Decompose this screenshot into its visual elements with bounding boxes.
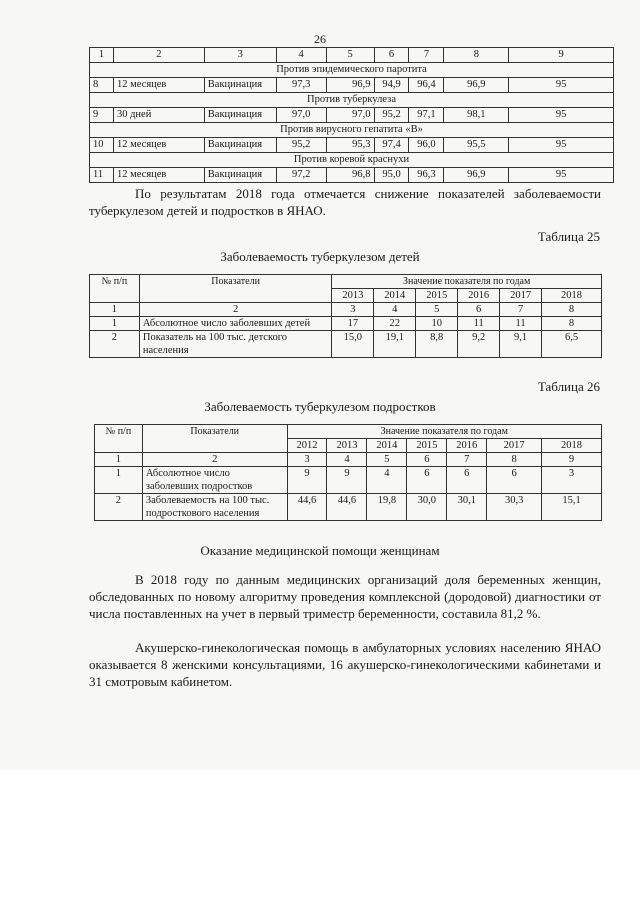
table-25-label: Таблица 25 [537,229,600,244]
row-label: Абсолютное число заболевших подростков [142,467,287,494]
header-cell: 4 [276,48,326,63]
row-label: Абсолютное число заболевших детей [139,317,332,331]
value-cell: 97,0 [276,108,326,123]
year-cell: 2016 [458,289,500,303]
index-cell: 4 [374,303,416,317]
row-number: 2 [90,331,140,358]
header-cell: 5 [326,48,374,63]
value-cell: 11 [500,317,542,331]
header-indicator: Показатели [139,275,332,303]
paragraph-gynecology-care: Акушерско-гинекологическая помощь в амбулаторных условиях населению ЯНАО оказывается 8 женскими консультациями, 16 акушерско-гинекологическими кабинетами и 31 смотровым кабинетом. [89,640,601,689]
age-cell: 12 месяцев [113,78,204,93]
value-cell: 9,1 [500,331,542,358]
index-cell: 1 [90,303,140,317]
age-cell: 30 дней [113,108,204,123]
value-cell: 95 [509,108,614,123]
table-row [90,78,614,93]
value-cell: 15,1 [542,494,602,521]
table-row [90,108,614,123]
table-row [95,494,602,521]
table-header-row [95,425,602,439]
value-cell: 6,5 [542,331,602,358]
value-cell: 4 [367,467,407,494]
index-cell: 9 [542,453,602,467]
header-cell: 9 [509,48,614,63]
year-cell: 2014 [367,439,407,453]
index-cell: 5 [367,453,407,467]
index-cell: 4 [327,453,367,467]
header-num: № п/п [90,275,140,303]
table-row [90,168,614,183]
value-cell: 97,4 [374,138,409,153]
header-cell: 6 [374,48,409,63]
section-title-row [90,123,614,138]
value-cell: 97,0 [326,108,374,123]
value-cell: 9 [327,467,367,494]
value-cell: 96,9 [326,78,374,93]
section-title: Против коревой краснухи [90,153,614,168]
year-cell: 2014 [374,289,416,303]
section-title-row [90,63,614,78]
vaccination-table [89,47,614,183]
type-cell: Вакцинация [204,168,276,183]
value-cell: 6 [447,467,487,494]
row-number: 8 [90,78,114,93]
value-cell: 94,9 [374,78,409,93]
row-label: Показатель на 100 тыс. детского населения [139,331,332,358]
value-cell: 30,1 [447,494,487,521]
index-cell: 2 [142,453,287,467]
index-cell: 7 [500,303,542,317]
value-cell: 96,4 [409,78,444,93]
header-values: Значение показателя по годам [332,275,602,289]
value-cell: 19,8 [367,494,407,521]
table-header-row [90,275,602,289]
value-cell: 8 [542,317,602,331]
row-number: 9 [90,108,114,123]
table-26 [94,424,602,521]
index-cell: 6 [458,303,500,317]
value-cell: 17 [332,317,374,331]
year-cell: 2015 [407,439,447,453]
year-cell: 2016 [447,439,487,453]
section-title-row [90,93,614,108]
section-heading: Оказание медицинской помощи женщинам [200,543,440,558]
year-cell: 2015 [416,289,458,303]
index-cell: 7 [447,453,487,467]
header-cell: 7 [409,48,444,63]
value-cell: 95 [509,138,614,153]
value-cell: 95,2 [374,108,409,123]
section-title-row [90,153,614,168]
table-row [95,467,602,494]
year-cell: 2012 [287,439,327,453]
value-cell: 44,6 [327,494,367,521]
value-cell: 95,3 [326,138,374,153]
type-cell: Вакцинация [204,108,276,123]
value-cell: 22 [374,317,416,331]
index-cell: 8 [487,453,542,467]
age-cell: 12 месяцев [113,168,204,183]
value-cell: 95,5 [444,138,509,153]
value-cell: 3 [542,467,602,494]
header-cell: 3 [204,48,276,63]
row-number: 2 [95,494,143,521]
index-cell: 1 [95,453,143,467]
table-25 [89,274,602,358]
value-cell: 10 [416,317,458,331]
index-cell: 3 [287,453,327,467]
value-cell: 30,0 [407,494,447,521]
row-number: 1 [90,317,140,331]
value-cell: 97,1 [409,108,444,123]
year-cell: 2013 [327,439,367,453]
table-header-row [90,48,614,63]
value-cell: 96,3 [409,168,444,183]
value-cell: 6 [487,467,542,494]
year-cell: 2017 [500,289,542,303]
section-title: Против эпидемического паротита [90,63,614,78]
type-cell: Вакцинация [204,78,276,93]
section-title: Против туберкулеза [90,93,614,108]
value-cell: 96,8 [326,168,374,183]
value-cell: 96,9 [444,168,509,183]
value-cell: 96,9 [444,78,509,93]
row-number: 1 [95,467,143,494]
table-25-title: Заболеваемость туберкулезом детей [220,249,420,264]
header-values: Значение показателя по годам [287,425,601,439]
header-num: № п/п [95,425,143,453]
row-number: 11 [90,168,114,183]
year-cell: 2013 [332,289,374,303]
year-cell: 2018 [542,289,602,303]
value-cell: 30,3 [487,494,542,521]
row-number: 10 [90,138,114,153]
value-cell: 19,1 [374,331,416,358]
paragraph-tb-decrease: По результатам 2018 года отмечается снижение показателей заболеваемости туберкулезом детей и подростков в ЯНАО. [89,186,601,218]
value-cell: 98,1 [444,108,509,123]
value-cell: 95 [509,168,614,183]
table-26-title: Заболеваемость туберкулезом подростков [204,399,436,414]
table-26-label: Таблица 26 [537,379,600,394]
header-cell: 1 [90,48,114,63]
page-number: 26 [314,32,326,46]
value-cell: 95 [509,78,614,93]
year-cell: 2017 [487,439,542,453]
table-row [90,317,602,331]
year-cell: 2018 [542,439,602,453]
value-cell: 97,2 [276,168,326,183]
value-cell: 97,3 [276,78,326,93]
header-cell: 8 [444,48,509,63]
value-cell: 95,2 [276,138,326,153]
header-cell: 2 [113,48,204,63]
header-indicator: Показатели [142,425,287,453]
index-cell: 5 [416,303,458,317]
table-row [90,331,602,358]
row-label: Заболеваемость на 100 тыс. подросткового населения [142,494,287,521]
table-row [90,138,614,153]
paragraph-pregnancy-screening: В 2018 году по данным медицинских организаций доля беременных женщин, обследованных по новому алгоритму проведения комплексной (дородовой) диагностики от числа поставленных на учет в первый триместр беременности, составила 81,2 %. [89,572,601,621]
index-row [95,453,602,467]
value-cell: 9 [287,467,327,494]
section-title: Против вирусного гепатита «В» [90,123,614,138]
index-cell: 8 [542,303,602,317]
age-cell: 12 месяцев [113,138,204,153]
value-cell: 6 [407,467,447,494]
index-cell: 2 [139,303,332,317]
value-cell: 15,0 [332,331,374,358]
index-cell: 6 [407,453,447,467]
index-cell: 3 [332,303,374,317]
value-cell: 44,6 [287,494,327,521]
value-cell: 95,0 [374,168,409,183]
value-cell: 96,0 [409,138,444,153]
value-cell: 11 [458,317,500,331]
type-cell: Вакцинация [204,138,276,153]
value-cell: 8,8 [416,331,458,358]
index-row [90,303,602,317]
value-cell: 9,2 [458,331,500,358]
